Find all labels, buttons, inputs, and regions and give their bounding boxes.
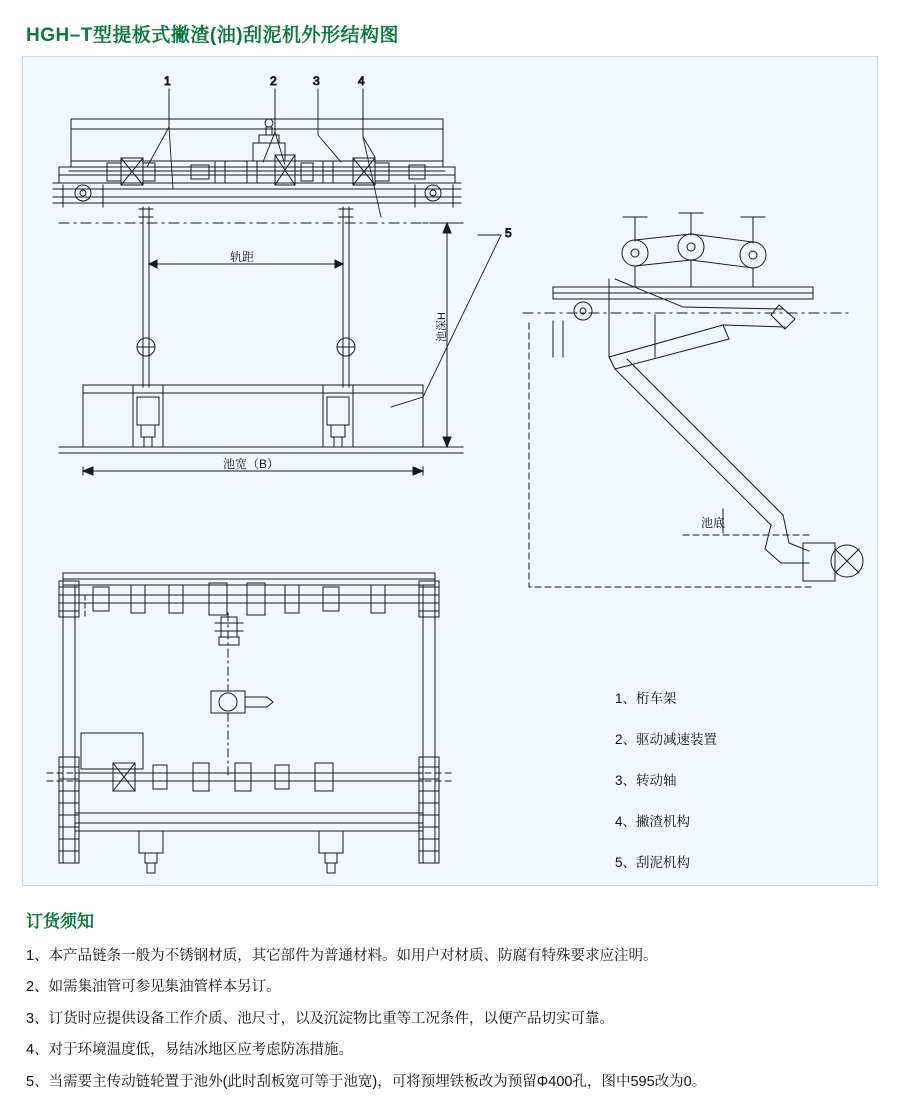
notes-list	[26, 945, 876, 1102]
svg-text:池深H: 池深H	[436, 312, 448, 342]
svg-text:池底: 池底	[701, 516, 726, 530]
svg-text:轨距: 轨距	[230, 250, 255, 264]
note-item: 4、对于环境温度低，易结冰地区应考虑防冻措施。	[26, 1042, 354, 1059]
legend-list	[615, 687, 855, 892]
legend-item: 1、桁车架	[615, 691, 677, 706]
page-title: HGH–T型提板式撇渣(油)刮泥机外形结构图	[26, 25, 400, 46]
notes-title: 订货须知	[26, 912, 94, 931]
svg-text:2: 2	[270, 74, 277, 88]
svg-text:4: 4	[358, 74, 365, 88]
legend-item: 4、撇渣机构	[615, 814, 691, 829]
note-item: 3、订货时应提供设备工作介质、池尺寸，以及沉淀物比重等工况条件，以便产品切实可靠。	[26, 1010, 615, 1027]
legend-item: 3、转动轴	[615, 773, 677, 788]
svg-text:3: 3	[313, 74, 320, 88]
svg-text:池宽（B）: 池宽（B）	[223, 457, 280, 471]
note-item: 5、当需要主传动链轮置于池外(此时刮板宽可等于池宽)，可将预埋铁板改为预留Φ400孔，图中595改为0。	[26, 1073, 707, 1090]
svg-text:1: 1	[164, 74, 171, 88]
legend-item: 5、刮泥机构	[615, 855, 691, 870]
legend-item: 2、驱动减速装置	[615, 732, 718, 747]
note-item: 2、如需集油管可参见集油管样本另订。	[26, 979, 281, 996]
svg-text:5: 5	[505, 226, 512, 240]
note-item: 1、本产品链条一般为不锈钢材质，其它部件为普通材料。如用户对材质、防腐有特殊要求应注明。	[26, 948, 658, 964]
diagram-panel	[22, 56, 878, 886]
